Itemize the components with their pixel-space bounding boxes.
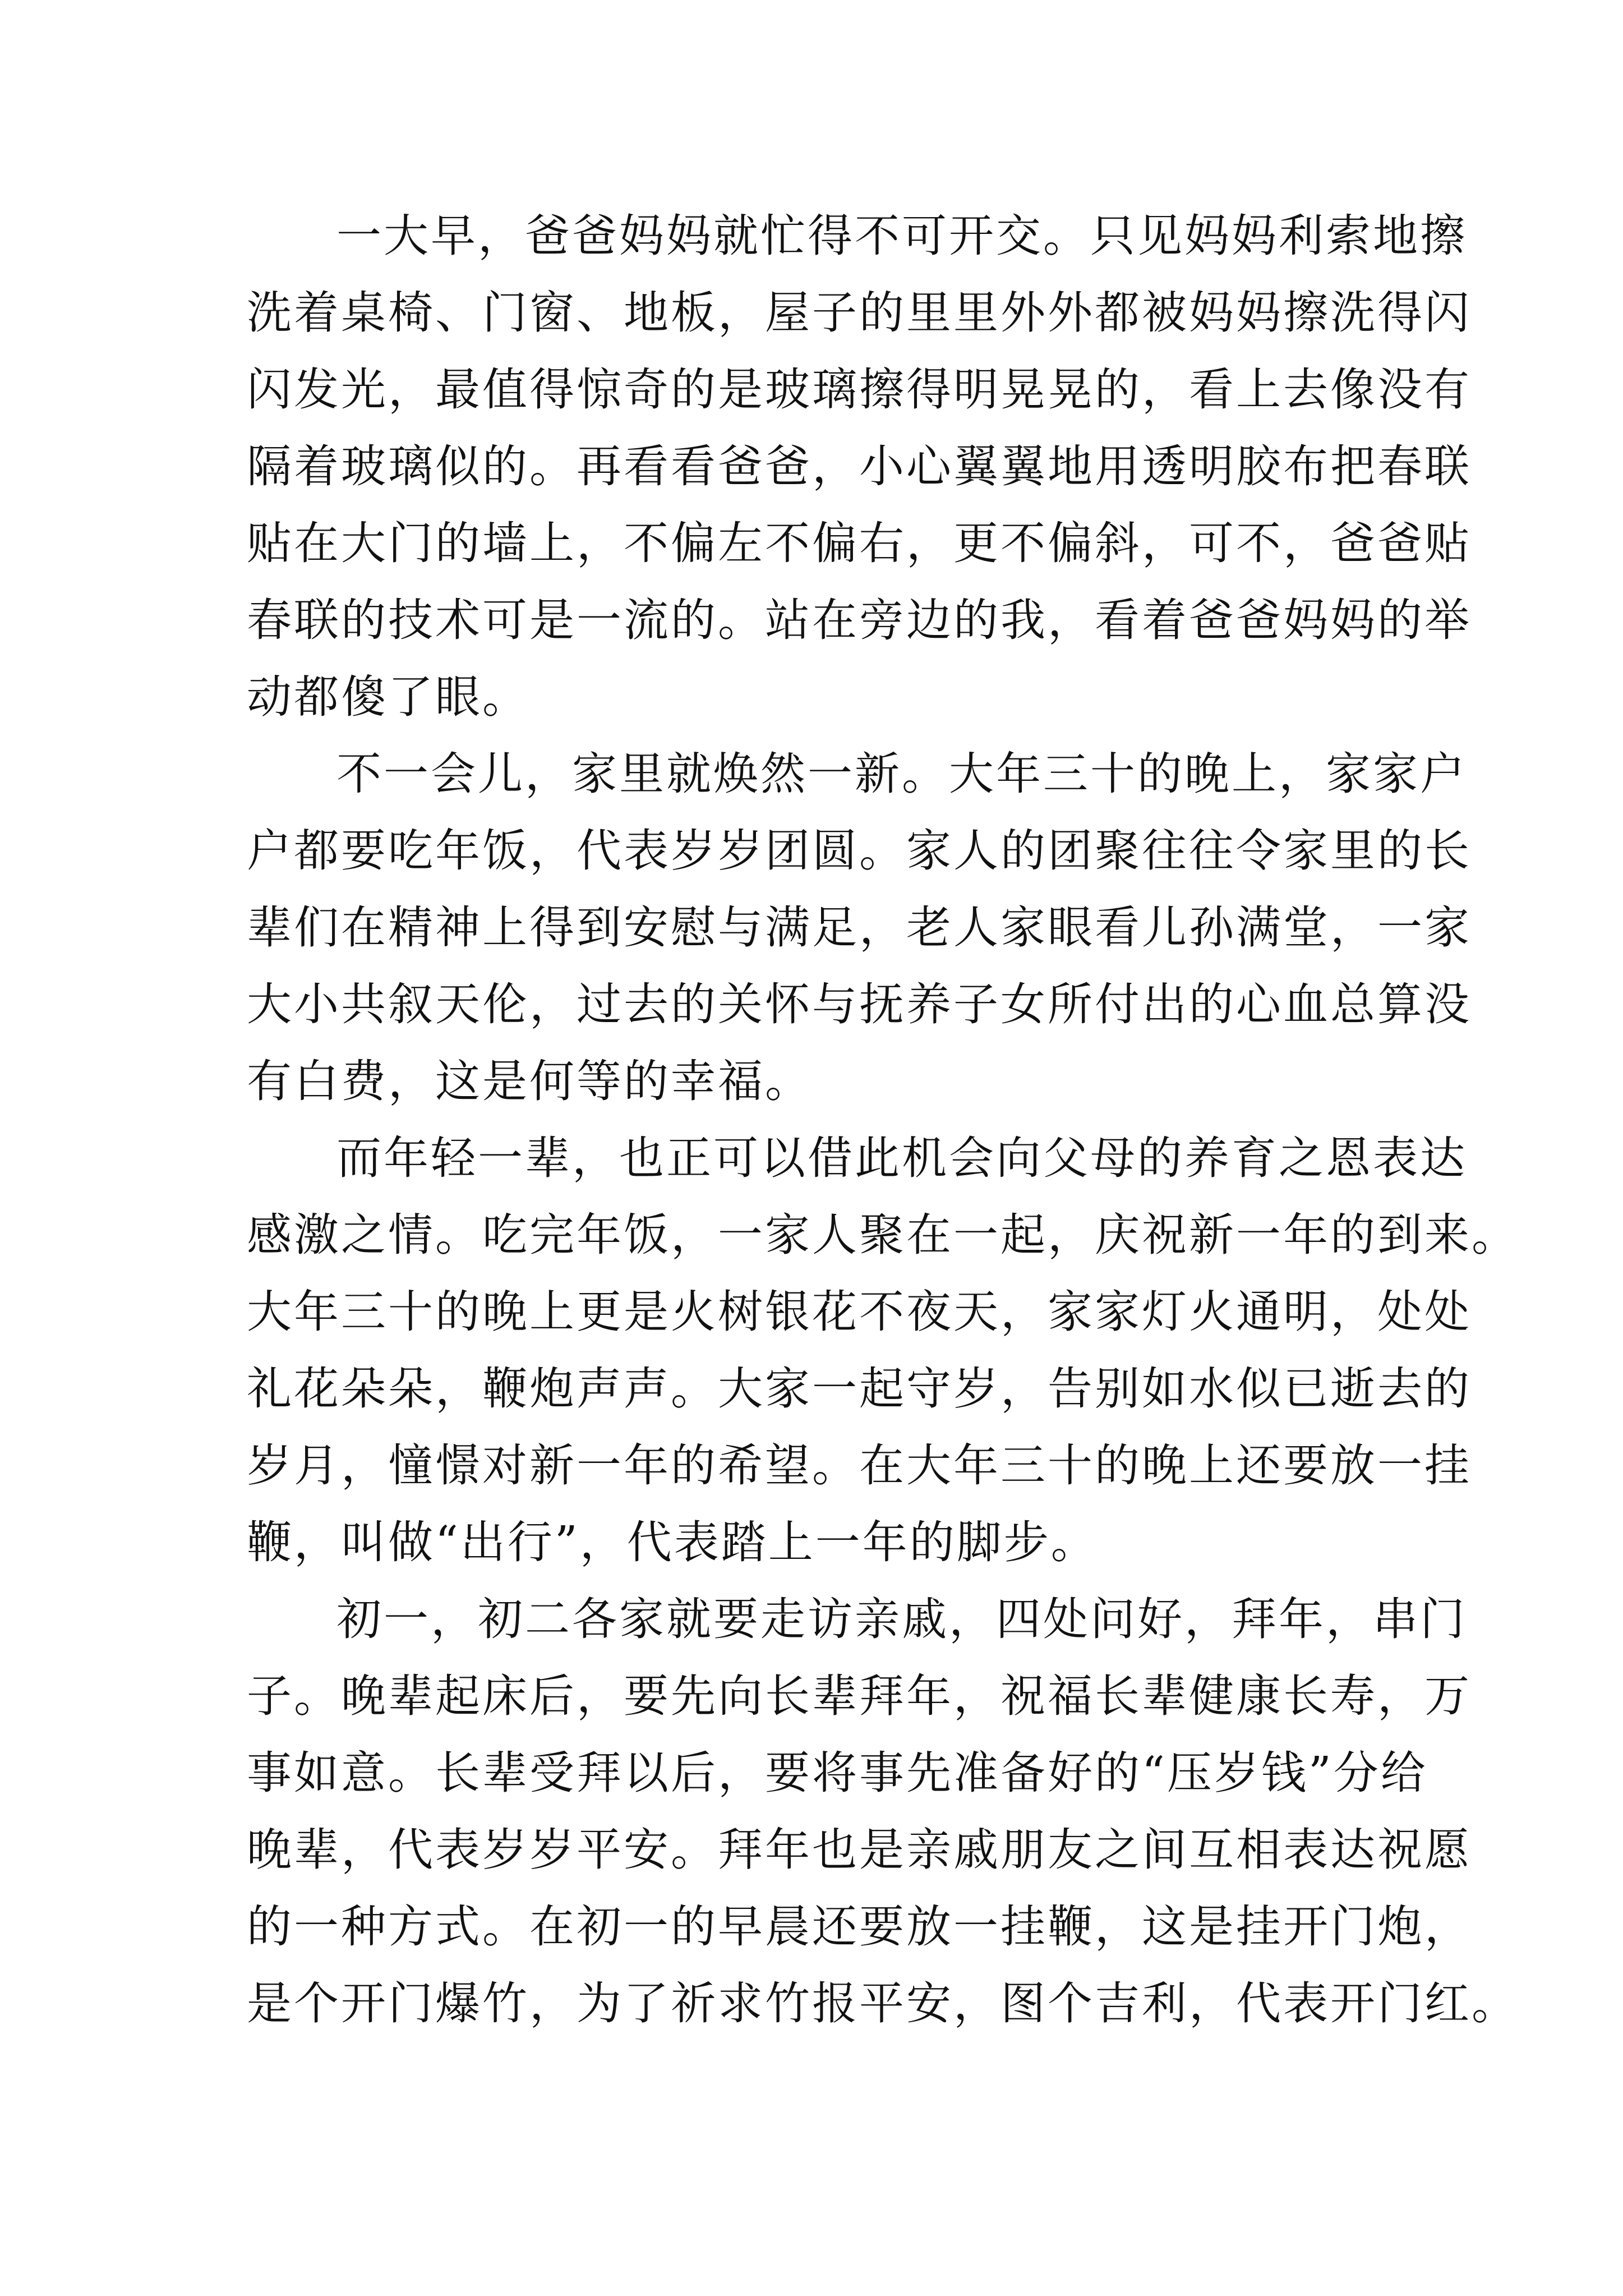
paragraph-1-line-5: 贴在大门的墙上，不偏左不偏右，更不偏斜，可不，爸爸贴 [247,517,1472,569]
paragraph-1-line-2: 洗着桌椅、门窗、地板，屋子的里里外外都被妈妈擦洗得闪 [247,287,1472,339]
paragraph-3-line-6: 鞭，叫做“出行”，代表踏上一年的脚步。 [247,1516,1098,1568]
document-body [247,197,1519,2042]
paragraph-4-line-5: 的一种方式。在初一的早晨还要放一挂鞭，这是挂开门炮， [247,1901,1472,1953]
paragraph-3-line-5: 岁月，憧憬对新一年的希望。在大年三十的晚上还要放一挂 [247,1439,1472,1492]
paragraph-3-line-2: 感激之情。吃完年饭，一家人聚在一起，庆祝新一年的到来。 [247,1209,1519,1261]
paragraph-2-line-4: 大小共叙天伦，过去的关怀与抚养子女所付出的心血总算没 [247,978,1472,1030]
paragraph-1-line-3: 闪发光，最值得惊奇的是玻璃擦得明晃晃的，看上去像没有 [247,364,1472,416]
paragraph-2-line-2: 户都要吃年饭，代表岁岁团圆。家人的团聚往往令家里的长 [247,825,1472,877]
paragraph-1-line-1: 一大早，爸爸妈妈就忙得不可开交。只见妈妈利索地擦 [336,210,1467,262]
paragraph-4-line-2: 子。晚辈起床后，要先向长辈拜年，祝福长辈健康长寿，万 [247,1670,1472,1722]
paragraph-1-line-6: 春联的技术可是一流的。站在旁边的我，看着爸爸妈妈的举 [247,594,1472,646]
paragraph-3-line-4: 礼花朵朵，鞭炮声声。大家一起守岁，告别如水似已逝去的 [247,1363,1472,1415]
paragraph-2-line-3: 辈们在精神上得到安慰与满足，老人家眼看儿孙满堂，一家 [247,901,1472,954]
paragraph-1-line-4: 隔着玻璃似的。再看看爸爸，小心翼翼地用透明胶布把春联 [247,440,1472,493]
paragraph-4-line-6: 是个开门爆竹，为了祈求竹报平安，图个吉利，代表开门红。 [247,1977,1519,2030]
paragraph-2-line-5: 有白费，这是何等的幸福。 [247,1055,812,1107]
paragraph-4-line-1: 初一，初二各家就要走访亲戚，四处问好，拜年，串门 [336,1593,1467,1645]
paragraph-3-line-1: 而年轻一辈，也正可以借此机会向父母的养育之恩表达 [336,1132,1467,1184]
paragraph-4-line-3: 事如意。长辈受拜以后，要将事先准备好的“压岁钱”分给 [247,1747,1428,1799]
paragraph-3-line-3: 大年三十的晚上更是火树银花不夜天，家家灯火通明，处处 [247,1286,1472,1338]
paragraph-2-line-1: 不一会儿，家里就焕然一新。大年三十的晚上，家家户 [336,748,1467,800]
paragraph-1-line-7: 动都傻了眼。 [247,671,529,723]
paragraph-4-line-4: 晚辈，代表岁岁平安。拜年也是亲戚朋友之间互相表达祝愿 [247,1824,1472,1876]
